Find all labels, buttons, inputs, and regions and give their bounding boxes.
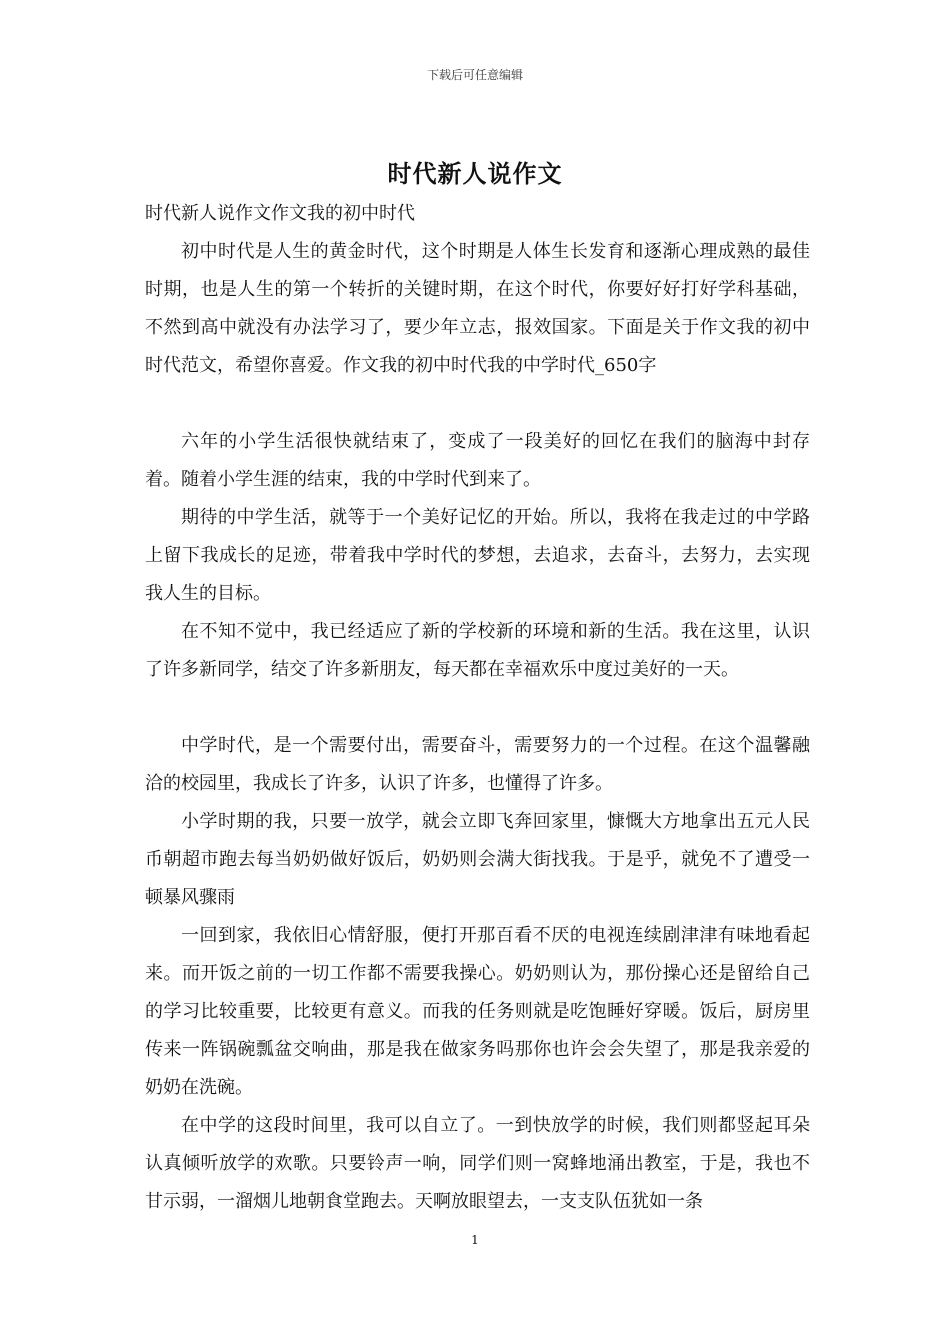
document-title: 时代新人说作文: [387, 159, 563, 188]
paragraph: 六年的小学生活很快就结束了，变成了一段美好的回忆在我们的脑海中封存着。随着小学生涯的结束，我的中学时代到来了。: [145, 431, 810, 490]
paragraph: 小学时期的我，只要一放学，就会立即飞奔回家里，慷慨大方地拿出五元人民币朝超市跑去每当奶奶做好饭后，奶奶则会满大街找我。于是乎，就免不了遭受一顿暴风骤雨: [145, 811, 810, 908]
document-body: [145, 233, 810, 1221]
paragraph: 一回到家，我依旧心情舒服，便打开那百看不厌的电视连续剧津津有味地看起来。而开饭之前的一切工作都不需要我操心。奶奶则认为，那份操心还是留给自己的学习比较重要，比较更有意义。而我的任务则就是吃饱睡好穿暖。饭后，厨房里传来一阵锅碗瓢盆交响曲，那是我在做家务吗那你也许会会失望了，那是我亲爱的奶奶在洗碗。: [145, 925, 810, 1098]
paragraph: 初中时代是人生的黄金时代，这个时期是人体生长发育和逐渐心理成熟的最佳时期，也是人生的第一个转折的关键时期，在这个时代，你要好好打好学科基础，不然到高中就没有办法学习了，要少年立志，报效国家。下面是关于作文我的初中时代范文，希望你喜爱。作文我的初中时代我的中学时代_650字: [145, 241, 810, 376]
header-note: 下载后可任意编辑: [426, 68, 523, 82]
paragraph: 在中学的这段时间里，我可以自立了。一到快放学的时候，我们则都竖起耳朵认真倾听放学的欢歌。只要铃声一响，同学们则一窝蜂地涌出教室，于是，我也不甘示弱，一溜烟儿地朝食堂跑去。天啊放眼望去，一支支队伍犹如一条: [145, 1115, 810, 1212]
document-subtitle: 时代新人说作文作文我的初中时代: [145, 203, 415, 224]
paragraph: 中学时代，是一个需要付出，需要奋斗，需要努力的一个过程。在这个温馨融洽的校园里，我成长了许多，认识了许多，也懂得了许多。: [145, 735, 810, 794]
page-number: 1: [471, 1233, 479, 1247]
paragraph: 期待的中学生活，就等于一个美好记忆的开始。所以，我将在我走过的中学路上留下我成长的足迹，带着我中学时代的梦想，去追求，去奋斗，去努力，去实现我人生的目标。: [145, 507, 810, 604]
paragraph: 在不知不觉中，我已经适应了新的学校新的环境和新的生活。我在这里，认识了许多新同学，结交了许多新朋友，每天都在幸福欢乐中度过美好的一天。: [145, 621, 810, 680]
